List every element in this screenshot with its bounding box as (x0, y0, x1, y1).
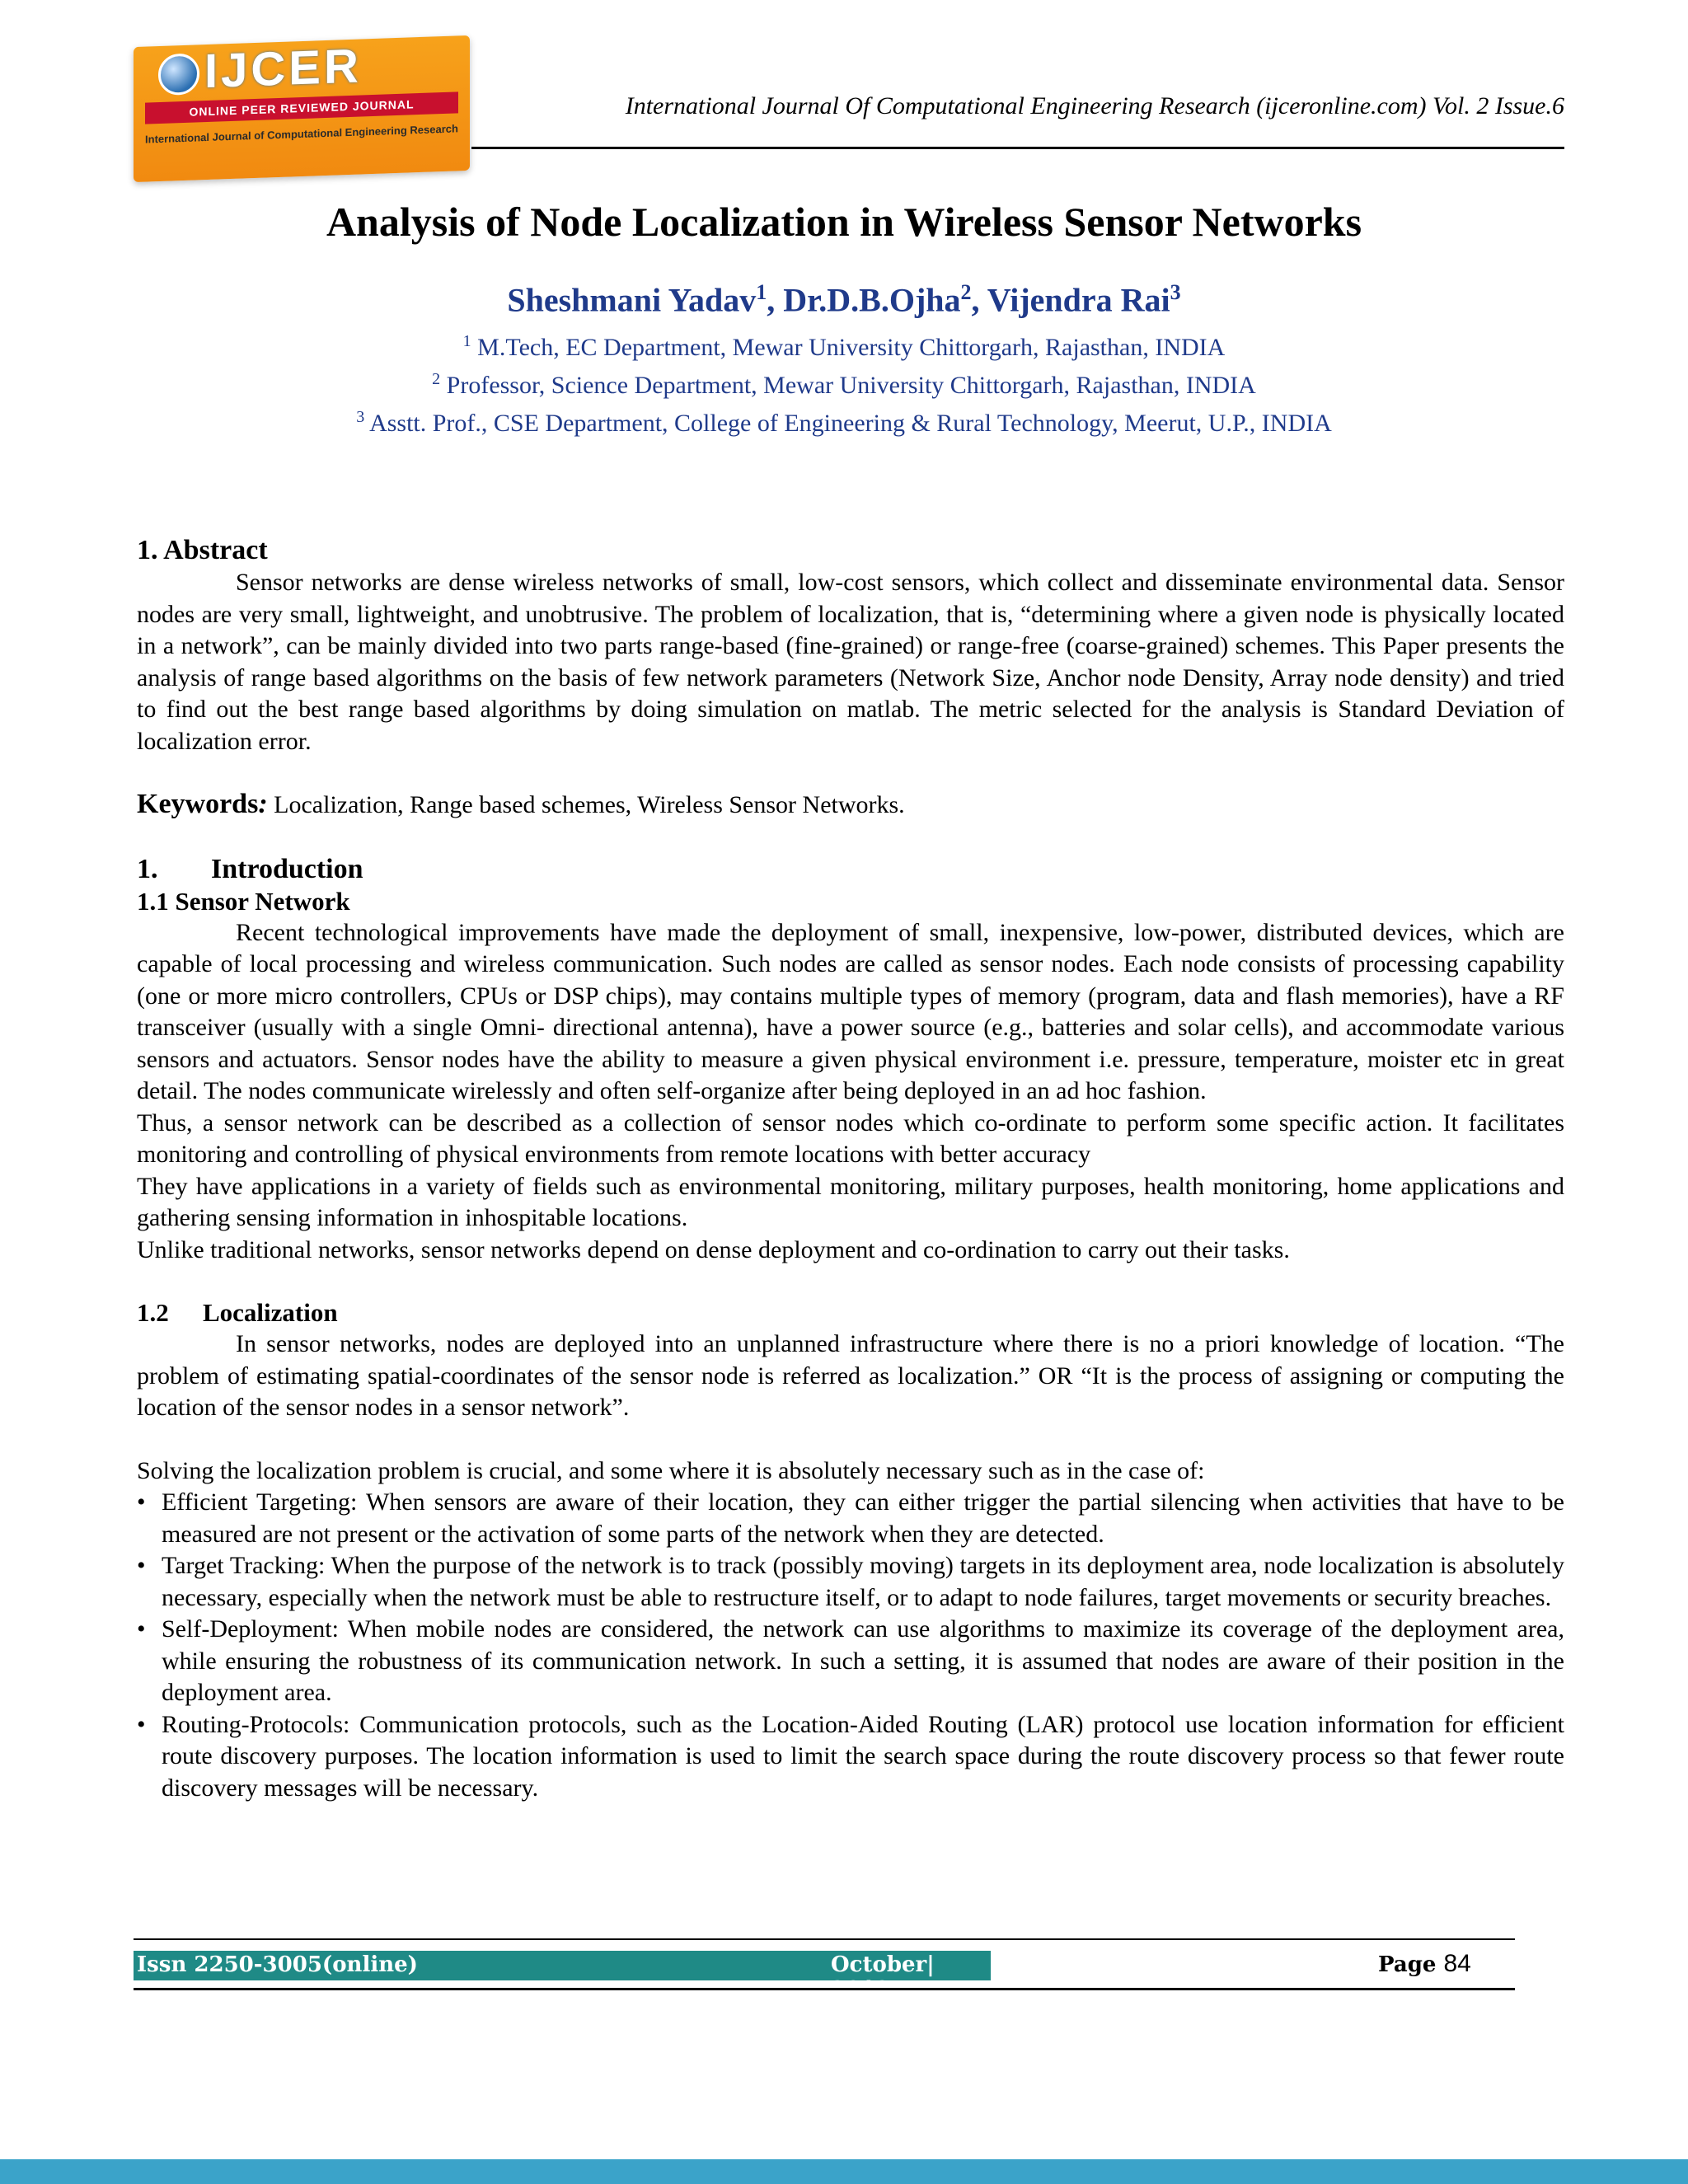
journal-logo (134, 35, 470, 182)
paragraph: Thus, a sensor network can be described as a collection of sensor nodes which co-ordinate to perform some specific action. It facilitates monitoring and controlling of physical environments from remote locations with better accuracy (137, 1108, 1564, 1168)
author-list (0, 280, 1688, 319)
affiliation-text: M.Tech, EC Department, Mewar University Chittorgarh, Rajasthan, INDIA (477, 334, 1226, 361)
footer-bar (134, 1951, 991, 2002)
author-name: Vijendra Rai (987, 281, 1170, 319)
bottom-strip (0, 2159, 1688, 2184)
paragraph: Recent technological improvements have made the deployment of small, inexpensive, low-power, distributed devices, which are capable of local processing and wireless communication. Such nodes are called as sensor nodes. Each node consists of processing capability (one or more micro controllers, CPUs or DSP chips), may contains multiple types of memory (program, data and flash memories), have a RF transceiver (usually with a single Omni- directional antenna), have a power source (e.g., batteries and solar cells), and accommodate various sensors and actuators. Sensor nodes have the ability to measure a given physical environment i.e. pressure, temperature, moister etc in great detail. The nodes communicate wirelessly and often self-organize after being deployed in an ad hoc fashion. (137, 918, 1564, 1104)
affiliation-text: Professor, Science Department, Mewar University Chittorgarh, Rajasthan, INDIA (446, 372, 1256, 399)
logo-text: IJCER (204, 38, 362, 98)
affiliation (0, 363, 1688, 401)
affiliation (0, 401, 1688, 439)
keywords-label: Keywords (137, 789, 259, 819)
journal-header: International Journal Of Computational Engineering Research (ijceronline.com) Vol. 2 Issue.6 (625, 92, 1564, 120)
paragraph: Solving the localization problem is crucial, and some where it is absolutely necessary such as in the case of: (137, 1456, 1205, 1484)
abstract-heading: 1. Abstract (137, 535, 268, 565)
bullet-icon: • (137, 1488, 146, 1516)
list-item-text: Self-Deployment: When mobile nodes are considered, the network can use algorithms to maximize its coverage of the deployment area, while ensuring the robustness of its communication network. In such a setting, it is assumed that nodes are aware of their position in the deployment area. (162, 1615, 1564, 1706)
section-number: 1. (137, 853, 158, 884)
header-divider (471, 147, 1564, 149)
affiliations (0, 326, 1688, 439)
paper-title: Analysis of Node Localization in Wireless Sensor Networks (326, 199, 1362, 245)
list-item (137, 1614, 1564, 1709)
subsection-number: 1.2 (137, 1298, 169, 1327)
abstract-text: Sensor networks are dense wireless networks of small, low-cost sensors, which collect and disseminate environmental data. Sensor nodes are very small, lightweight, and unobtrusive. The problem of localization, that is, “determining where a given node is physically located in a network”, can be mainly divided into two parts range-based (fine-grained) or range-free (coarse-grained) schemes. This Paper presents the analysis of range based algorithms on the basis of few network parameters (Network Size, Anchor node Density, Array node density) and tried to find out the best range based algorithms by doing simulation on matlab. The metric selected for the analysis is Standard Deviation of localization error. (137, 569, 1564, 755)
footer-issn: Issn 2250-3005(online) (137, 1952, 418, 1977)
affiliation-text: Asstt. Prof., CSE Department, College of Engineering & Rural Technology, Meerut, U.P., INDIA (369, 410, 1332, 437)
author-name: Dr.D.B.Ojha (783, 281, 961, 319)
list-item (137, 1550, 1564, 1614)
paper-body (137, 534, 1564, 1804)
affiliation (0, 326, 1688, 363)
list-item-text: Efficient Targeting: When sensors are aware of their location, they can either trigger the partial silencing when activities that have to be measured are not present or the activation of some parts of the network when they are detected. (162, 1488, 1564, 1548)
subsection-title: Localization (203, 1298, 338, 1327)
bullet-list (137, 1487, 1564, 1804)
logo-subtitle: International Journal of Computational Engineering Research (145, 122, 458, 146)
page-num: 84 (1443, 1950, 1471, 1977)
section-title: Introduction (211, 853, 363, 884)
introduction-heading (137, 853, 1564, 886)
paragraph: Unlike traditional networks, sensor networks depend on dense deployment and co-ordination to carry out their tasks. (137, 1235, 1290, 1263)
footer-date: October| 2012 (831, 1952, 935, 2002)
footer-divider-bottom (134, 1988, 1515, 1990)
footer-divider-top (134, 1938, 1515, 1940)
bullet-icon: • (137, 1615, 146, 1643)
list-item-text: Target Tracking: When the purpose of the network is to track (possibly moving) targets in its deployment area, node localization is absolutely necessary, especially when the network must be able to restructure itself, or to adapt to node failures, target movements or security breaches. (162, 1552, 1564, 1611)
list-item-text: Routing-Protocols: Communication protocols, such as the Location-Aided Routing (LAR) protocol use location information for efficient route discovery purposes. The location information is used to limit the search space during the route discovery process so that fewer route discovery messages will be necessary. (162, 1710, 1564, 1802)
author-sup: 2 (960, 280, 972, 304)
list-item (137, 1487, 1564, 1550)
author-sep: , (971, 281, 987, 319)
author-name: Sheshmani Yadav (507, 281, 757, 319)
subsection-heading: 1.1 Sensor Network (137, 886, 350, 916)
author-sup: 1 (756, 280, 767, 304)
paragraph: In sensor networks, nodes are deployed into an unplanned infrastructure where there is no a priori knowledge of location. “The problem of estimating spatial-coordinates of the sensor node is referred as localization.” OR “It is the process of assigning or computing the location of the sensor nodes in a sensor network”. (137, 1330, 1564, 1421)
keywords-colon: : (258, 789, 268, 819)
list-item (137, 1709, 1564, 1805)
logo-band: ONLINE PEER REVIEWED JOURNAL (145, 91, 458, 124)
author-sup: 3 (1170, 280, 1181, 304)
author-sep: , (767, 281, 784, 319)
bullet-icon: • (137, 1552, 146, 1579)
page-label: Page (1378, 1952, 1437, 1977)
affiliation-sup: 1 (462, 332, 471, 350)
keywords (137, 789, 1564, 822)
affiliation-sup: 3 (356, 408, 365, 426)
bullet-icon: • (137, 1710, 146, 1738)
subsection-heading (137, 1297, 1564, 1329)
paragraph: They have applications in a variety of fields such as environmental monitoring, military purposes, health monitoring, home applications and gathering sensing information in inhospitable locations. (137, 1172, 1564, 1231)
affiliation-sup: 2 (432, 370, 441, 388)
page-number (1378, 1950, 1471, 1978)
keywords-text: Localization, Range based schemes, Wireless Sensor Networks. (267, 791, 905, 818)
